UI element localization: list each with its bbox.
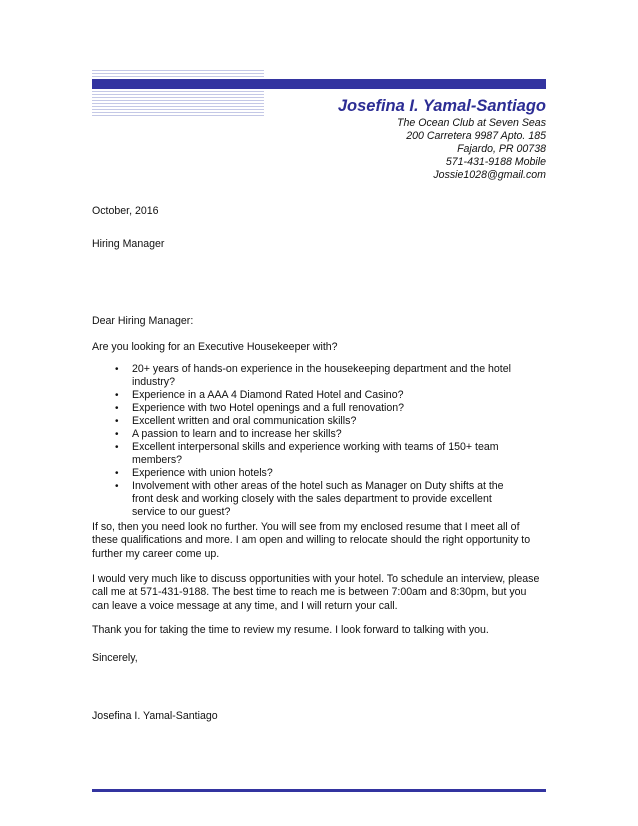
list-item: [92, 363, 512, 389]
bullet-icon: •: [115, 403, 119, 414]
closing: Sincerely,: [92, 652, 138, 664]
list-item-text: Excellent interpersonal skills and experience working with teams of 150+ team members?: [132, 441, 499, 466]
header-stripe-decoration: [92, 70, 264, 118]
list-item-text: Excellent written and oral communication skills?: [132, 415, 357, 427]
signature-name: Josefina I. Yamal-Santiago: [92, 710, 218, 722]
list-item-text: Experience with union hotels?: [132, 467, 273, 479]
sender-block: [338, 96, 546, 182]
body-paragraph-qualifications: If so, then you need look no further. You will see from my enclosed resume that I meet all of these qualifications and more. I am open and willing to relocate should the right opportunity to further my career come up.: [92, 521, 531, 560]
sender-city-line: Fajardo, PR 00738: [457, 143, 546, 155]
sender-address-line2: 200 Carretera 9987 Apto. 185: [406, 130, 546, 142]
recipient: Hiring Manager: [92, 238, 165, 250]
list-item: [92, 480, 512, 519]
list-item: [92, 402, 512, 415]
list-item-text: 20+ years of hands-on experience in the housekeeping department and the hotel industry?: [132, 363, 511, 388]
bullet-icon: •: [115, 364, 119, 375]
qualifications-list: [92, 363, 512, 519]
bullet-icon: •: [115, 481, 119, 492]
bullet-icon: •: [115, 442, 119, 453]
list-item-text: A passion to learn and to increase her skills?: [132, 428, 342, 440]
header-accent-bar: [92, 79, 546, 89]
body-paragraph-thanks: Thank you for taking the time to review my resume. I look forward to talking with you.: [92, 624, 489, 636]
bullet-icon: •: [115, 390, 119, 401]
bullet-icon: •: [115, 468, 119, 479]
sender-phone: 571-431-9188 Mobile: [445, 156, 546, 168]
list-item-text: Experience in a AAA 4 Diamond Rated Hotel and Casino?: [132, 389, 404, 401]
list-item: [92, 389, 512, 402]
list-item: [92, 428, 512, 441]
letter-date: October, 2016: [92, 205, 159, 217]
list-item: [92, 467, 512, 480]
bullet-icon: •: [115, 429, 119, 440]
body-paragraph-contact: I would very much like to discuss opportunities with your hotel. To schedule an interview, please call me at 571-431-9188. The best time to reach me is between 7:00am and 8:30pm, but you can leave a voice message at any time, and I will return your call.: [92, 573, 540, 612]
list-item-text: Involvement with other areas of the hotel such as Manager on Duty shifts at the front desk and working closely with the sales department to provide excellent service to our guest?: [132, 480, 504, 518]
list-item: [92, 415, 512, 428]
list-item-text: Experience with two Hotel openings and a full renovation?: [132, 402, 405, 414]
salutation: Dear Hiring Manager:: [92, 315, 194, 327]
bullet-icon: •: [115, 416, 119, 427]
sender-email: Jossie1028@gmail.com: [433, 169, 546, 181]
footer-accent-bar: [92, 789, 546, 792]
sender-address-line1: The Ocean Club at Seven Seas: [397, 117, 546, 129]
intro-question: Are you looking for an Executive Housekeeper with?: [92, 341, 338, 353]
list-item: [92, 441, 512, 467]
sender-name: Josefina I. Yamal-Santiago: [337, 97, 546, 115]
